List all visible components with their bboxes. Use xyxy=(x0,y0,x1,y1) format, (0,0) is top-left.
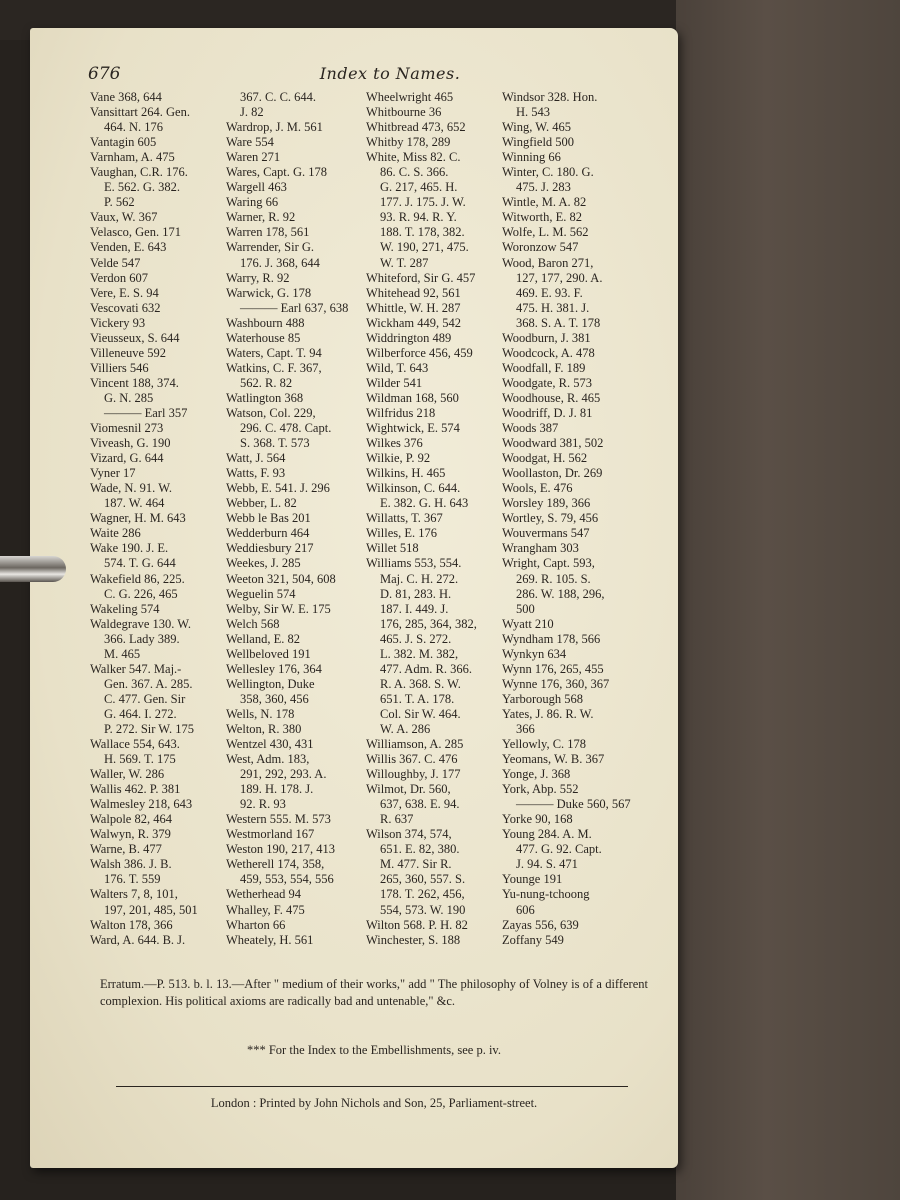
index-entry-line: Woodburn, J. 381 xyxy=(502,330,591,345)
index-entry-line: Wynn 176, 265, 455 xyxy=(502,661,604,676)
index-entry-line: E. 382. G. H. 643 xyxy=(380,496,469,511)
index-entry-line: Wilkes 376 xyxy=(366,436,423,451)
index-entry-line: White, Miss 82. C. xyxy=(366,150,461,165)
index-entry-line: H. 543 xyxy=(516,105,551,120)
page-number: 676 xyxy=(88,64,121,84)
index-entry-line: Zayas 556, 639 xyxy=(502,917,579,932)
index-entry-line: Vansittart 264. Gen. xyxy=(90,105,190,120)
index-entry-line: Wilkie, P. 92 xyxy=(366,451,431,466)
index-entry-line: 606 xyxy=(516,902,535,917)
index-entry-line: Wilfridus 218 xyxy=(366,405,436,420)
index-entry-line: 500 xyxy=(516,601,535,616)
index-entry-line: Ward, A. 644. B. J. xyxy=(90,932,186,947)
index-entry-line: E. 562. G. 382. xyxy=(104,180,181,195)
index-entry-line: Watson, Col. 229, xyxy=(226,405,316,420)
index-entry-line: 459, 553, 554, 556 xyxy=(240,872,334,887)
index-entry-line: M. 477. Sir R. xyxy=(380,857,452,872)
index-entry-line: Waldegrave 130. W. xyxy=(90,616,192,631)
index-entry-line: 574. T. G. 644 xyxy=(104,556,176,571)
index-entry-line: 178. T. 262, 456, xyxy=(380,887,465,902)
book-page xyxy=(30,28,678,1168)
index-entry-line: Waller, W. 286 xyxy=(90,767,165,782)
index-column-2 xyxy=(226,90,362,948)
index-entry-line: 469. E. 93. F. xyxy=(516,285,583,300)
index-entry-line: Verdon 607 xyxy=(90,270,148,285)
index-entry-line: Wingfield 500 xyxy=(502,135,575,150)
index-entry-line: G. 464. I. 272. xyxy=(104,706,177,721)
index-entry-line: Vescovati 632 xyxy=(90,300,161,315)
index-entry-line: 127, 177, 290. A. xyxy=(516,270,603,285)
index-entry-line: Wilberforce 456, 459 xyxy=(366,345,473,360)
index-entry-line: Wade, N. 91. W. xyxy=(90,481,172,496)
index-entry-line: Welch 568 xyxy=(226,616,280,631)
footer-rule xyxy=(116,1086,628,1087)
index-entry-line: Warwick, G. 178 xyxy=(226,285,312,300)
index-entry-line: Welby, Sir W. E. 175 xyxy=(226,601,331,616)
index-entry-line: Webb le Bas 201 xyxy=(226,511,311,526)
index-entry-line: R. A. 368. S. W. xyxy=(380,676,461,691)
index-entry-line: ——— Duke 560, 567 xyxy=(516,797,631,812)
index-entry-line: Whitehead 92, 561 xyxy=(366,285,461,300)
index-entry-line: Willet 518 xyxy=(366,541,419,556)
index-entry-line: 188. T. 178, 382. xyxy=(380,225,465,240)
index-entry-line: 651. T. A. 178. xyxy=(380,691,455,706)
index-entry-line: Wellbeloved 191 xyxy=(226,646,311,661)
index-entry-line: Wintle, M. A. 82 xyxy=(502,195,587,210)
index-entry-line: S. 368. T. 573 xyxy=(240,436,310,451)
index-entry-line: Col. Sir W. 464. xyxy=(380,706,461,721)
index-entry-line: Weston 190, 217, 413 xyxy=(226,842,336,857)
index-entry-line: Vickery 93 xyxy=(90,315,146,330)
index-entry-line: 187. W. 464 xyxy=(104,496,165,511)
index-entry-line: 197, 201, 485, 501 xyxy=(104,902,198,917)
index-entry-line: 562. R. 82 xyxy=(240,375,293,390)
index-entry-line: Whalley, F. 475 xyxy=(226,902,305,917)
index-entry-line: Vizard, G. 644 xyxy=(90,451,164,466)
index-entry-line: Wickham 449, 542 xyxy=(366,315,461,330)
index-entry-line: Waterhouse 85 xyxy=(226,330,301,345)
index-entry-line: Williams 553, 554. xyxy=(366,556,462,571)
index-entry-line: Whittle, W. H. 287 xyxy=(366,300,461,315)
index-entry-line: Willis 367. C. 476 xyxy=(366,752,458,767)
index-entry-line: P. 562 xyxy=(104,195,135,210)
index-entry-line: P. 272. Sir W. 175 xyxy=(104,721,194,736)
index-entry-line: Welland, E. 82 xyxy=(226,631,300,646)
index-entry-line: Wilton 568. P. H. 82 xyxy=(366,917,468,932)
index-entry-line: Wellesley 176, 364 xyxy=(226,661,322,676)
index-entry-line: Vere, E. S. 94 xyxy=(90,285,159,300)
index-entry-line: L. 382. M. 382, xyxy=(380,646,459,661)
index-entry-line: ——— Earl 357 xyxy=(104,405,188,420)
index-entry-line: Vane 368, 644 xyxy=(90,90,162,104)
index-entry-line: 296. C. 478. Capt. xyxy=(240,421,332,436)
index-entry-line: 177. J. 175. J. W. xyxy=(380,195,466,210)
index-entry-line: Yarborough 568 xyxy=(502,691,584,706)
index-entry-line: Willatts, T. 367 xyxy=(366,511,443,526)
index-entry-line: J. 94. S. 471 xyxy=(516,857,578,872)
index-entry-line: Willoughby, J. 177 xyxy=(366,767,461,782)
index-entry-line: Wood, Baron 271, xyxy=(502,255,594,270)
index-entry-line: Wilkinson, C. 644. xyxy=(366,481,461,496)
index-entry-line: Yellowly, C. 178 xyxy=(502,737,587,752)
index-entry-line: Williamson, A. 285 xyxy=(366,737,464,752)
index-entry-line: Vaux, W. 367 xyxy=(90,210,158,225)
index-entry-line: Winchester, S. 188 xyxy=(366,932,461,947)
index-entry-line: Walsh 386. J. B. xyxy=(90,857,172,872)
index-entry-line: Wargell 463 xyxy=(226,180,287,195)
index-entry-line: 464. N. 176 xyxy=(104,120,164,135)
index-entry-line: 366 xyxy=(516,721,535,736)
index-entry-line: Wagner, H. M. 643 xyxy=(90,511,186,526)
index-column-1 xyxy=(90,90,222,948)
pen-tip xyxy=(0,556,66,582)
index-entry-line: York, Abp. 552 xyxy=(502,782,579,797)
index-entry-line: Widdrington 489 xyxy=(366,330,452,345)
index-entry-line: Wightwick, E. 574 xyxy=(366,421,460,436)
index-entry-line: Wallace 554, 643. xyxy=(90,737,180,752)
index-entry-line: Wilkins, H. 465 xyxy=(366,466,446,481)
index-entry-line: Wakefield 86, 225. xyxy=(90,571,185,586)
index-entry-line: 92. R. 93 xyxy=(240,797,286,812)
embellishments-note: *** For the Index to the Embellishments, see p. iv. xyxy=(246,1043,501,1057)
index-entry-line: Wallis 462. P. 381 xyxy=(90,782,181,797)
index-entry-line: 554, 573. W. 190 xyxy=(380,902,466,917)
index-entry-line: Yeomans, W. B. 367 xyxy=(502,752,605,767)
index-column-4 xyxy=(502,90,644,948)
index-entry-line: Viomesnil 273 xyxy=(90,421,164,436)
index-entry-line: 465. J. S. 272. xyxy=(380,631,452,646)
index-entry-line: Watlington 368 xyxy=(226,390,304,405)
index-entry-line: Velde 547 xyxy=(90,255,141,270)
index-entry-line: W. A. 286 xyxy=(380,721,431,736)
index-entry-line: Venden, E. 643 xyxy=(90,240,167,255)
index-entry-line: Wedderburn 464 xyxy=(226,526,310,541)
index-entry-line: Wetherhead 94 xyxy=(226,887,301,902)
index-entry-line: 176. J. 368, 644 xyxy=(240,255,320,270)
index-entry-line: Young 284. A. M. xyxy=(502,827,592,842)
index-entry-line: J. 82 xyxy=(240,105,264,120)
index-entry-line: Maj. C. H. 272. xyxy=(380,571,459,586)
index-entry-line: Walters 7, 8, 101, xyxy=(90,887,178,902)
index-entry-line: 477. G. 92. Capt. xyxy=(516,842,602,857)
index-entry-line: Wake 190. J. E. xyxy=(90,541,169,556)
index-entry-line: Walwyn, R. 379 xyxy=(90,827,171,842)
index-entry-line: 475. H. 381. J. xyxy=(516,300,590,315)
index-entry-line: Wynne 176, 360, 367 xyxy=(502,676,610,691)
index-entry-line: Vaughan, C.R. 176. xyxy=(90,165,188,180)
index-entry-line: Watts, F. 93 xyxy=(226,466,286,481)
index-entry-line: 269. R. 105. S. xyxy=(516,571,591,586)
index-entry-line: Walton 178, 366 xyxy=(90,917,173,932)
index-entry-line: Worsley 189, 366 xyxy=(502,496,591,511)
index-entry-line: 265, 360, 557. S. xyxy=(380,872,466,887)
index-entry-line: Wilder 541 xyxy=(366,375,423,390)
index-entry-line: Gen. 367. A. 285. xyxy=(104,676,193,691)
index-entry-line: 286. W. 188, 296, xyxy=(516,586,605,601)
index-entry-line: Wright, Capt. 593, xyxy=(502,556,595,571)
running-head: Index to Names. xyxy=(319,64,461,83)
index-entry-line: Whiteford, Sir G. 457 xyxy=(366,270,476,285)
index-entry-line: Woodfall, F. 189 xyxy=(502,360,586,375)
index-entry-line: 189. H. 178. J. xyxy=(240,782,314,797)
index-entry-line: 366. Lady 389. xyxy=(104,631,180,646)
index-entry-line: Wild, T. 643 xyxy=(366,360,429,375)
index-entry-line: Villiers 546 xyxy=(90,360,149,375)
index-entry-line: Warry, R. 92 xyxy=(226,270,290,285)
index-entry-line: Whitbread 473, 652 xyxy=(366,120,466,135)
index-entry-line: Walker 547. Maj.- xyxy=(90,661,182,676)
index-entry-line: M. 465 xyxy=(104,646,141,661)
index-entry-line: 637, 638. E. 94. xyxy=(380,797,460,812)
index-entry-line: Viveash, G. 190 xyxy=(90,436,171,451)
index-entry-line: Westmorland 167 xyxy=(226,827,315,842)
index-entry-line: Woronzow 547 xyxy=(502,240,579,255)
index-entry-line: Weeton 321, 504, 608 xyxy=(226,571,336,586)
index-entry-line: Warner, R. 92 xyxy=(226,210,296,225)
index-entry-line: Vantagin 605 xyxy=(90,135,157,150)
index-entry-line: Warren 178, 561 xyxy=(226,225,310,240)
index-entry-line: Ware 554 xyxy=(226,135,274,150)
index-entry-line: 651. E. 82, 380. xyxy=(380,842,460,857)
index-entry-line: 93. R. 94. R. Y. xyxy=(380,210,457,225)
index-entry-line: Younge 191 xyxy=(502,872,563,887)
index-entry-line: 477. Adm. R. 366. xyxy=(380,661,473,676)
index-entry-line: Waters, Capt. T. 94 xyxy=(226,345,322,360)
index-entry-line: Wouvermans 547 xyxy=(502,526,590,541)
index-entry-line: 176. T. 559 xyxy=(104,872,161,887)
index-entry-line: Walpole 82, 464 xyxy=(90,812,172,827)
index-entry-line: Varnham, A. 475 xyxy=(90,150,175,165)
index-entry-line: Woollaston, Dr. 269 xyxy=(502,466,603,481)
index-entry-line: H. 569. T. 175 xyxy=(104,752,176,767)
index-entry-line: 187. I. 449. J. xyxy=(380,601,449,616)
index-entry-line: Weekes, J. 285 xyxy=(226,556,301,571)
index-entry-line: Wheately, H. 561 xyxy=(226,932,314,947)
index-entry-line: D. 81, 283. H. xyxy=(380,586,452,601)
index-entry-line: 475. J. 283 xyxy=(516,180,571,195)
index-entry-line: 176, 285, 364, 382, xyxy=(380,616,477,631)
index-entry-line: Washbourn 488 xyxy=(226,315,305,330)
index-entry-line: Waite 286 xyxy=(90,526,141,541)
index-entry-line: Wheelwright 465 xyxy=(366,90,454,104)
index-entry-line: Vincent 188, 374. xyxy=(90,375,179,390)
index-entry-line: Wildman 168, 560 xyxy=(366,390,459,405)
index-entry-line: Watt, J. 564 xyxy=(226,451,286,466)
index-entry-line: Wares, Capt. G. 178 xyxy=(226,165,328,180)
index-entry-line: Velasco, Gen. 171 xyxy=(90,225,181,240)
index-entry-line: Webber, L. 82 xyxy=(226,496,297,511)
index-entry-line: Wynkyn 634 xyxy=(502,646,567,661)
index-entry-line: 86. C. S. 366. xyxy=(380,165,449,180)
index-entry-line: Wakeling 574 xyxy=(90,601,160,616)
index-entry-line: Weguelin 574 xyxy=(226,586,296,601)
index-entry-line: Wyatt 210 xyxy=(502,616,554,631)
index-entry-line: Yorke 90, 168 xyxy=(502,812,573,827)
index-entry-line: G. N. 285 xyxy=(104,390,154,405)
index-entry-line: Wharton 66 xyxy=(226,917,286,932)
index-entry-line: 367. C. C. 644. xyxy=(240,90,317,104)
index-entry-line: W. 190, 271, 475. xyxy=(380,240,469,255)
index-entry-line: Winning 66 xyxy=(502,150,561,165)
index-entry-line: 358, 360, 456 xyxy=(240,691,309,706)
index-entry-line: Witworth, E. 82 xyxy=(502,210,583,225)
index-entry-line: Wools, E. 476 xyxy=(502,481,573,496)
index-entry-line: Walmesley 218, 643 xyxy=(90,797,193,812)
index-entry-line: Weddiesbury 217 xyxy=(226,541,314,556)
index-entry-line: ——— Earl 637, 638 xyxy=(240,300,349,315)
index-entry-line: Waren 271 xyxy=(226,150,281,165)
index-entry-line: Webb, E. 541. J. 296 xyxy=(226,481,330,496)
index-entry-line: Yonge, J. 368 xyxy=(502,767,571,782)
index-entry-line: Windsor 328. Hon. xyxy=(502,90,598,104)
erratum-note: Erratum.—P. 513. b. l. 13.—After " medium of their works," add " The philosophy of Volney is of a different complexion. His political axioms are radically bad and untenable," &c. xyxy=(100,977,648,1008)
index-entry-line: Wells, N. 178 xyxy=(226,706,295,721)
index-entry-line: Whitbourne 36 xyxy=(366,105,442,120)
index-entry-line: Wyndham 178, 566 xyxy=(502,631,601,646)
index-entry-line: Wetherell 174, 358, xyxy=(226,857,325,872)
index-entry-line: Warrender, Sir G. xyxy=(226,240,315,255)
index-entry-line: Woodriff, D. J. 81 xyxy=(502,405,593,420)
index-entry-line: Willes, E. 176 xyxy=(366,526,438,541)
printer-imprint: London : Printed by John Nichols and Son, 25, Parliament-street. xyxy=(210,1096,538,1110)
index-entry-line: Wentzel 430, 431 xyxy=(226,737,314,752)
index-entry-line: Waring 66 xyxy=(226,195,279,210)
index-entry-line: Watkins, C. F. 367, xyxy=(226,360,322,375)
index-entry-line: 291, 292, 293. A. xyxy=(240,767,327,782)
index-entry-line: 368. S. A. T. 178 xyxy=(516,315,601,330)
index-entry-line: Welton, R. 380 xyxy=(226,721,302,736)
index-entry-line: Woodcock, A. 478 xyxy=(502,345,595,360)
background-right xyxy=(676,0,900,1200)
index-entry-line: West, Adm. 183, xyxy=(226,752,310,767)
index-entry-line: Zoffany 549 xyxy=(502,932,564,947)
index-entry-line: Wellington, Duke xyxy=(226,676,315,691)
index-entry-line: Wilmot, Dr. 560, xyxy=(366,782,451,797)
index-entry-line: Villeneuve 592 xyxy=(90,345,166,360)
index-entry-line: Western 555. M. 573 xyxy=(226,812,331,827)
index-entry-line: Wortley, S. 79, 456 xyxy=(502,511,599,526)
index-entry-line: Wardrop, J. M. 561 xyxy=(226,120,323,135)
index-entry-line: Yates, J. 86. R. W. xyxy=(502,706,594,721)
index-entry-line: G. 217, 465. H. xyxy=(380,180,458,195)
index-entry-line: Vieusseux, S. 644 xyxy=(90,330,180,345)
index-entry-line: Yu-nung-tchoong xyxy=(502,887,590,902)
index-entry-line: Wolfe, L. M. 562 xyxy=(502,225,589,240)
index-entry-line: C. G. 226, 465 xyxy=(104,586,178,601)
index-entry-line: Woodward 381, 502 xyxy=(502,436,604,451)
index-entry-line: C. 477. Gen. Sir xyxy=(104,691,186,706)
index-entry-line: Woods 387 xyxy=(502,421,559,436)
index-entry-line: W. T. 287 xyxy=(380,255,429,270)
index-entry-line: Woodgate, R. 573 xyxy=(502,375,592,390)
index-entry-line: Woodgat, H. 562 xyxy=(502,451,588,466)
index-entry-line: R. 637 xyxy=(380,812,414,827)
index-column-3 xyxy=(366,90,502,948)
index-entry-line: Woodhouse, R. 465 xyxy=(502,390,601,405)
index-entry-line: Wing, W. 465 xyxy=(502,120,571,135)
index-entry-line: Whitby 178, 289 xyxy=(366,135,451,150)
index-entry-line: Vyner 17 xyxy=(90,466,136,481)
index-entry-line: Wrangham 303 xyxy=(502,541,579,556)
index-entry-line: Warne, B. 477 xyxy=(90,842,162,857)
index-entry-line: Wilson 374, 574, xyxy=(366,827,452,842)
index-entry-line: Winter, C. 180. G. xyxy=(502,165,594,180)
